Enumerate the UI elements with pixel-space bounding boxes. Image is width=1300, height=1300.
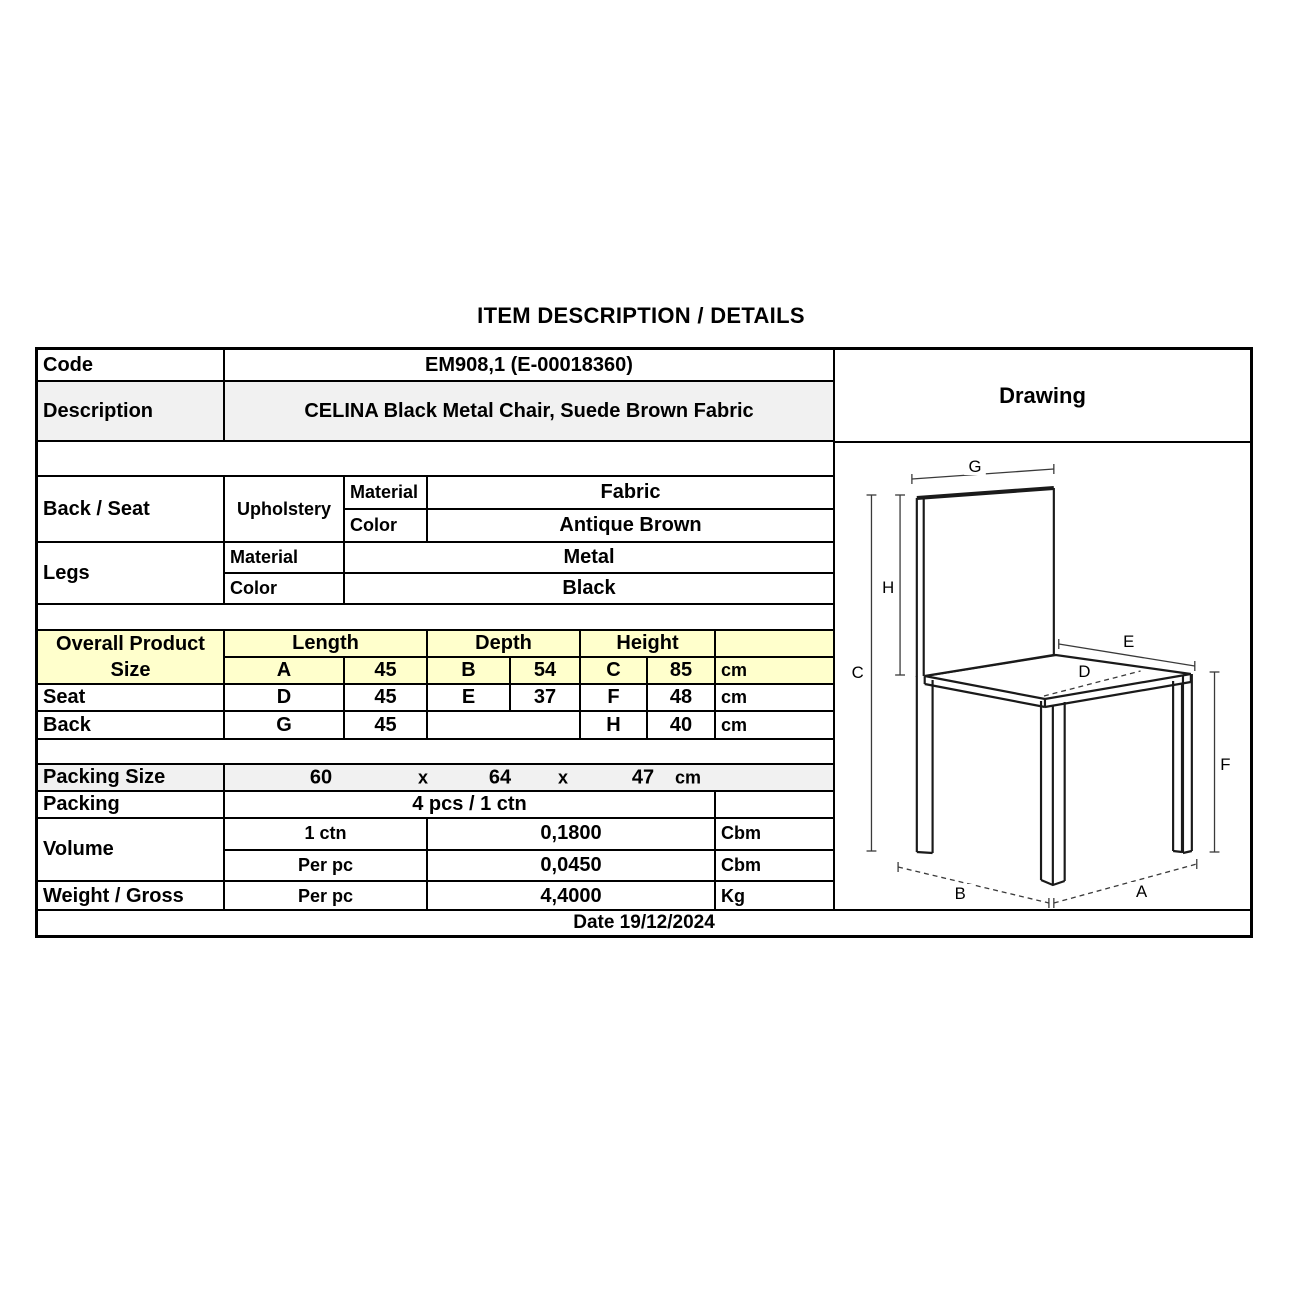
back-length-value: 45 <box>345 712 428 738</box>
volume-ctn-qty: 1 ctn <box>225 819 428 849</box>
seat-depth-key: E <box>428 685 511 710</box>
chair-drawing-svg <box>835 443 1250 909</box>
seat-depth-value: 37 <box>511 685 581 710</box>
packing-size-label: Packing Size <box>38 765 225 790</box>
dim-label-h: H <box>882 577 895 598</box>
volume-subtable <box>225 819 833 880</box>
upholstery-label: Upholstery <box>225 477 345 541</box>
volume-pc-qty: Per pc <box>225 851 428 881</box>
dim-line-b <box>898 867 1049 903</box>
volume-ctn-unit: Cbm <box>721 823 761 844</box>
dim-label-d: D <box>1078 661 1091 682</box>
volume-label: Volume <box>38 819 225 880</box>
row-code <box>38 350 833 382</box>
row-seat-size <box>38 685 833 712</box>
dim-label-b: B <box>954 883 966 904</box>
legs-material-label: Material <box>225 543 345 572</box>
date-row <box>38 909 1250 935</box>
legs-label: Legs <box>38 543 225 603</box>
seat-length-key: D <box>225 685 345 710</box>
row-legs <box>38 543 833 605</box>
volume-pc-row <box>225 851 833 881</box>
length-header: Length <box>225 631 428 656</box>
packing-size-dim1: 60 <box>309 766 333 788</box>
chair-back-left-leg <box>917 676 933 853</box>
depth-header: Depth <box>428 631 581 656</box>
size-overall-row <box>225 658 833 683</box>
packing-size-values <box>225 765 833 790</box>
size-dim-header-row <box>225 631 833 658</box>
legs-color-row <box>225 574 833 603</box>
back-seat-material-value: Fabric <box>600 481 661 503</box>
table-main <box>38 350 1250 909</box>
back-seat-color-value: Antique Brown <box>559 514 702 536</box>
size-header-block <box>38 631 833 685</box>
packing-size-x2: x <box>557 767 569 787</box>
back-seat-label: Back / Seat <box>38 477 225 541</box>
dim-label-f: F <box>1220 754 1231 775</box>
row-packing-size <box>38 765 833 792</box>
description-value: CELINA Black Metal Chair, Suede Brown Fabric <box>304 399 754 422</box>
overall-depth-value: 54 <box>511 658 581 683</box>
volume-ctn-value: 0,1800 <box>428 819 716 849</box>
dim-line-a <box>1054 864 1197 903</box>
chair-drawing <box>835 443 1250 909</box>
row-packing <box>38 792 833 819</box>
back-seat-material-label: Material <box>345 477 428 508</box>
back-height-key: H <box>581 712 648 738</box>
date-text: Date 19/12/2024 <box>573 912 715 933</box>
dim-label-c: C <box>851 662 864 683</box>
code-label: Code <box>38 350 225 380</box>
packing-label: Packing <box>38 792 225 817</box>
seat-label: Seat <box>38 685 225 710</box>
overall-product-size-line2: Size <box>110 659 151 681</box>
back-depth-empty-cell <box>428 712 581 738</box>
weight-qty: Per pc <box>225 882 428 910</box>
chair-backrest <box>917 488 1054 677</box>
overall-product-size-line1: Overall Product <box>56 633 205 655</box>
page-title: ITEM DESCRIPTION / DETAILS <box>477 303 805 328</box>
seat-length-value: 45 <box>345 685 428 710</box>
drawing-panel <box>833 350 1250 909</box>
spacer-row-1 <box>38 442 833 477</box>
row-description <box>38 382 833 442</box>
overall-depth-key: B <box>428 658 511 683</box>
packing-empty-cell <box>716 792 833 817</box>
row-weight <box>38 882 833 910</box>
dim-label-a: A <box>1135 881 1148 902</box>
height-header: Height <box>581 631 716 656</box>
row-volume <box>38 819 833 882</box>
overall-length-key: A <box>225 658 345 683</box>
dim-label-g: G <box>968 456 982 477</box>
back-label: Back <box>38 712 225 738</box>
drawing-title: Drawing <box>835 350 1250 443</box>
packing-size-unit: cm <box>674 767 702 787</box>
legs-color-value: Black <box>562 577 616 599</box>
seat-height-key: F <box>581 685 648 710</box>
weight-value: 4,4000 <box>428 882 716 910</box>
back-unit: cm <box>721 714 748 735</box>
seat-height-value: 48 <box>648 685 716 710</box>
spacer-row-2 <box>38 605 833 631</box>
legs-material-value: Metal <box>563 546 615 568</box>
packing-size-dim2: 64 <box>488 766 512 788</box>
legs-material-row <box>225 543 833 574</box>
size-header-empty-cell <box>716 631 833 656</box>
row-back-seat <box>38 477 833 543</box>
legs-color-label: Color <box>225 574 345 603</box>
seat-unit: cm <box>721 687 748 707</box>
legs-subtable <box>225 543 833 603</box>
packing-size-dim3: 47 <box>631 766 655 788</box>
back-seat-material-row <box>345 477 833 510</box>
back-length-key: G <box>225 712 345 738</box>
spacer-row-3 <box>38 740 833 765</box>
packing-size-x1: x <box>417 767 429 787</box>
overall-length-value: 45 <box>345 658 428 683</box>
description-label: Description <box>38 382 225 440</box>
table-left <box>38 350 833 909</box>
back-height-value: 40 <box>648 712 716 738</box>
row-back-size <box>38 712 833 740</box>
chair-front-right-leg <box>1183 674 1192 853</box>
back-seat-color-label: Color <box>345 510 428 541</box>
size-header-subtable <box>225 631 833 683</box>
overall-height-key: C <box>581 658 648 683</box>
packing-value: 4 pcs / 1 ctn <box>225 792 716 817</box>
overall-height-value: 85 <box>648 658 716 683</box>
back-seat-subtable <box>345 477 833 541</box>
back-seat-color-row <box>345 510 833 541</box>
dim-label-e: E <box>1123 631 1135 652</box>
weight-label: Weight / Gross <box>38 882 225 910</box>
chair-back-right-leg <box>1173 681 1182 852</box>
spec-table <box>35 347 1253 938</box>
weight-unit: Kg <box>721 885 745 906</box>
code-value: EM908,1 (E-00018360) <box>425 353 633 376</box>
volume-pc-value: 0,0450 <box>428 851 716 881</box>
overall-product-size-label <box>38 631 225 683</box>
volume-pc-unit: Cbm <box>721 854 761 875</box>
chair-lines <box>917 488 1192 885</box>
volume-ctn-row <box>225 819 833 851</box>
overall-unit: cm <box>721 660 748 680</box>
